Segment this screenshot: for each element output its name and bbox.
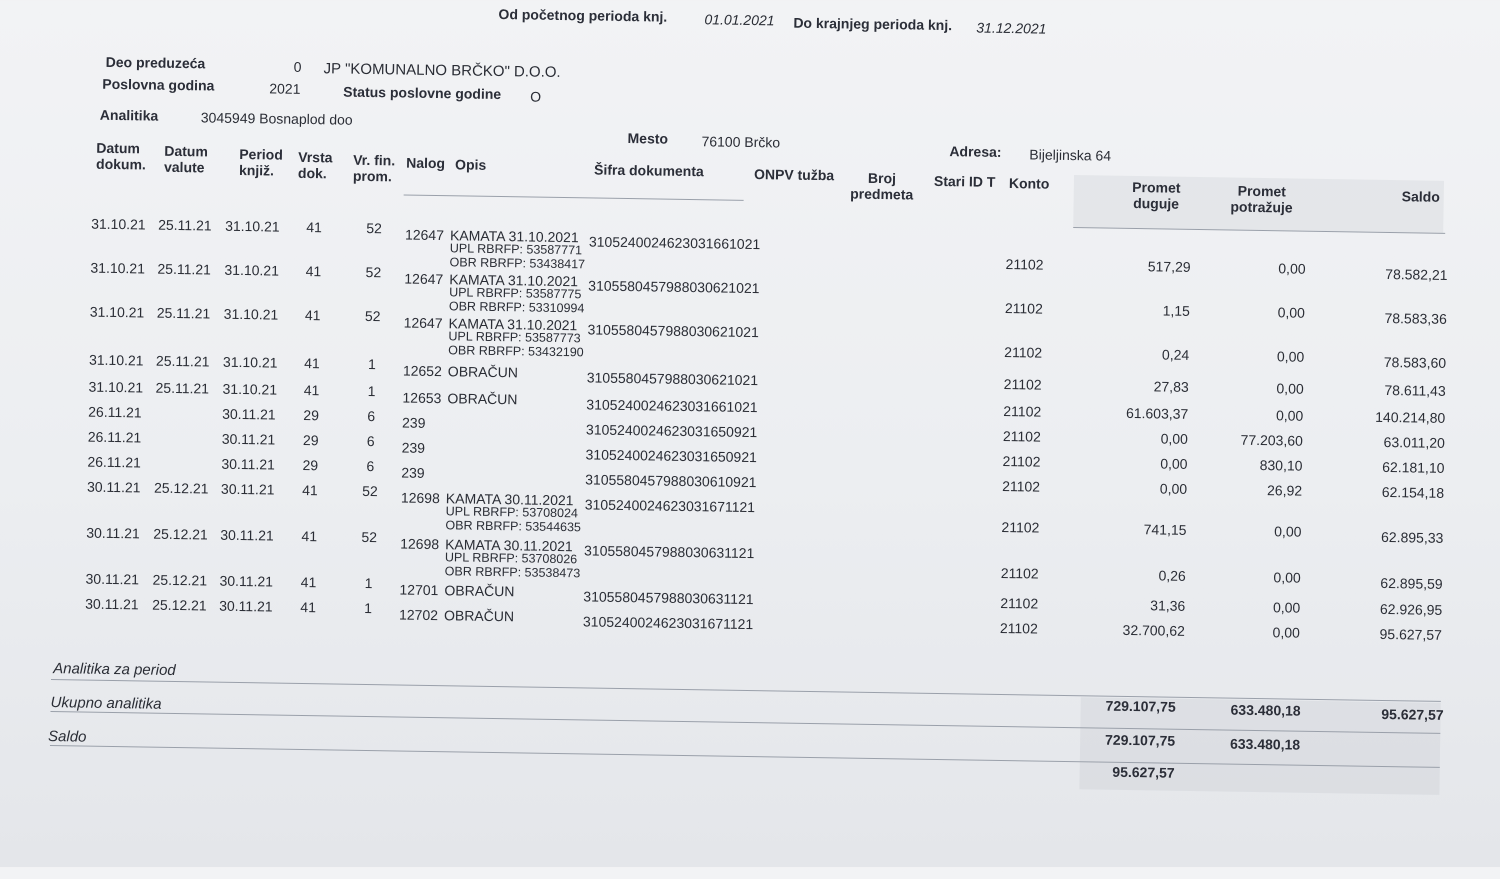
cell-vf: 52 — [362, 482, 378, 500]
col-vrsta: Vrsta dok. — [297, 148, 333, 182]
cell-konto: 21102 — [1004, 299, 1043, 317]
cell-sub2: OBR RBRFP: 53432190 — [448, 343, 584, 360]
cell-opis: OBRAČUN — [447, 363, 519, 381]
cell-sifra: 3105580457988030610921 — [585, 471, 757, 491]
cell-nalog: 12652 — [402, 362, 442, 380]
status-value: O — [530, 88, 542, 105]
company-name: JP "KOMUNALNO BRČKO" D.O.O. — [323, 60, 561, 81]
ukupno-dug: 729.107,75 — [1104, 731, 1176, 749]
cell-dv: 25.11.21 — [158, 216, 212, 234]
mesto-label: Mesto — [627, 130, 669, 147]
cell-pot: 830,10 — [1259, 457, 1303, 474]
cell-pot: 0,00 — [1278, 260, 1306, 277]
cell-pot: 0,00 — [1272, 624, 1301, 641]
cell-vd: 41 — [303, 381, 320, 399]
cell-pot: 0,00 — [1273, 569, 1301, 586]
cell-pk: 30.11.21 — [220, 480, 275, 498]
cell-opis: OBRAČUN — [447, 390, 518, 408]
cell-nalog: 12698 — [400, 489, 440, 507]
adresa-value: Bijeljinska 64 — [1029, 146, 1112, 164]
period-total-dug: 729.107,75 — [1105, 697, 1176, 715]
cell-sub1: UPL RBRFP: 53587771 — [449, 241, 583, 258]
cell-pk: 31.10.21 — [222, 380, 278, 398]
col-duguje: Promet duguje — [1132, 178, 1181, 212]
cell-vf: 1 — [364, 574, 373, 592]
cell-dd: 30.11.21 — [86, 478, 141, 496]
cell-saldo: 140.214,80 — [1375, 408, 1446, 426]
cell-sub1: UPL RBRFP: 53587773 — [448, 329, 581, 346]
cell-saldo: 62.895,59 — [1380, 574, 1443, 592]
cell-nalog: 12647 — [404, 226, 445, 244]
cell-konto: 21102 — [1004, 343, 1043, 361]
cell-dd: 31.10.21 — [89, 303, 145, 321]
cell-sifra: 3105240024623031661021 — [586, 396, 758, 416]
cell-dv: 25.12.21 — [152, 571, 208, 589]
period-to-value: 31.12.2021 — [976, 19, 1047, 37]
cell-dd: 31.10.21 — [91, 215, 146, 233]
cell-opis: OBRAČUN — [444, 582, 515, 600]
cell-opis: KAMATA 30.11.2021 — [445, 490, 574, 509]
cell-sub1: UPL RBRFP: 53708024 — [445, 504, 579, 521]
ukupno-label: Ukupno analitika — [50, 694, 162, 713]
cell-dug: 517,29 — [1147, 258, 1191, 275]
cell-dv — [155, 455, 217, 456]
cell-vf: 52 — [361, 528, 378, 546]
cell-saldo: 62.154,18 — [1381, 483, 1445, 501]
cell-vd: 41 — [305, 263, 322, 280]
saldo-label: Saldo — [47, 728, 87, 746]
saldo-value: 95.627,57 — [1112, 763, 1175, 781]
cell-dd: 26.11.21 — [88, 403, 142, 421]
cell-dug: 0,26 — [1158, 567, 1186, 584]
col-sifra: Šifra dokumenta — [593, 161, 704, 180]
header-rule-left — [404, 195, 744, 201]
ukupno-pot: 633.480,18 — [1229, 735, 1301, 753]
cell-nalog: 239 — [401, 439, 426, 456]
cell-pot: 0,00 — [1276, 380, 1304, 397]
cell-opis: KAMATA 30.11.2021 — [445, 536, 573, 555]
analitika-label: Analitika — [99, 106, 159, 124]
cell-vf: 52 — [365, 263, 382, 281]
cell-dug: 0,00 — [1159, 480, 1188, 497]
cell-sifra: 3105240024623031650921 — [585, 421, 758, 441]
cell-dd: 26.11.21 — [87, 428, 142, 446]
cell-opis: KAMATA 31.10.2021 — [449, 227, 579, 246]
cell-pot: 0,00 — [1277, 304, 1306, 321]
cell-opis: OBRAČUN — [443, 607, 515, 625]
cell-vf: 6 — [366, 457, 375, 475]
cell-opis: KAMATA 31.10.2021 — [449, 271, 579, 290]
cell-sub2: OBR RBRFP: 53310994 — [448, 299, 585, 316]
cell-pk: 31.10.21 — [225, 217, 280, 235]
cell-sifra: 3105580457988030621021 — [586, 369, 759, 389]
cell-konto: 21102 — [1003, 375, 1042, 393]
col-broj-predmeta: Broj predmeta — [850, 169, 914, 203]
cell-nalog: 12647 — [403, 314, 443, 332]
cell-saldo: 78.583,36 — [1384, 309, 1447, 327]
cell-pk: 30.11.21 — [221, 430, 276, 448]
year-label: Poslovna godina — [102, 75, 215, 94]
cell-vd: 41 — [300, 598, 317, 616]
cell-nalog: 12698 — [400, 535, 440, 553]
cell-vf: 1 — [367, 355, 377, 373]
cell-saldo: 95.627,57 — [1379, 625, 1442, 643]
cell-dd: 26.11.21 — [87, 453, 142, 471]
cell-vf: 1 — [367, 382, 376, 400]
cell-konto: 21102 — [1001, 518, 1040, 536]
cell-vd: 29 — [303, 406, 320, 424]
cell-nalog: 12701 — [399, 581, 439, 599]
period-total-saldo: 95.627,57 — [1381, 705, 1444, 723]
cell-opis — [447, 415, 587, 417]
cell-dd: 30.11.21 — [85, 595, 139, 613]
cell-dug: 0,24 — [1161, 346, 1190, 363]
cell-konto: 21102 — [1002, 477, 1041, 495]
cell-vd: 41 — [302, 481, 318, 499]
cell-pot: 0,00 — [1274, 523, 1302, 540]
cell-dug: 0,00 — [1160, 430, 1189, 447]
cell-dd: 31.10.21 — [88, 351, 144, 369]
cell-sifra: 3105580457988030621021 — [587, 321, 759, 341]
col-potrazuje: Promet potražuje — [1230, 182, 1293, 216]
cell-dv: 25.12.21 — [153, 479, 209, 497]
col-nalog: Nalog — [406, 154, 446, 172]
cell-pot: 0,00 — [1276, 348, 1305, 365]
cell-pk: 30.11.21 — [221, 455, 275, 473]
cell-saldo: 78.583,60 — [1383, 353, 1447, 371]
cell-vf: 1 — [364, 599, 373, 617]
cell-sifra: 3105240024623031671121 — [584, 496, 756, 516]
cell-pk: 31.10.21 — [222, 353, 278, 371]
cell-sifra: 3105580457988030631121 — [583, 542, 755, 562]
cell-konto: 21102 — [1005, 255, 1044, 273]
year-value: 2021 — [269, 80, 301, 97]
deo-value: 0 — [293, 58, 302, 75]
cell-vd: 41 — [306, 219, 323, 236]
col-onpv: ONPV tužba — [753, 166, 835, 184]
cell-sifra: 3105240024623031650921 — [585, 446, 757, 466]
cell-dv: 25.11.21 — [157, 260, 212, 278]
cell-konto: 21102 — [1002, 427, 1041, 445]
col-datum-valute: Datum valute — [163, 142, 208, 176]
cell-dv — [155, 405, 217, 406]
cell-konto: 21102 — [1003, 402, 1042, 420]
cell-vd: 41 — [301, 527, 318, 545]
cell-vd: 29 — [302, 456, 319, 474]
period-from-value: 01.01.2021 — [704, 11, 775, 29]
cell-nalog: 239 — [401, 414, 426, 431]
period-total-label: Analitika za period — [53, 660, 176, 680]
cell-konto: 21102 — [1000, 594, 1039, 612]
col-opis: Opis — [455, 156, 487, 173]
cell-vd: 41 — [304, 306, 321, 324]
cell-konto: 21102 — [1002, 452, 1041, 470]
cell-dv: 25.11.21 — [156, 304, 211, 322]
col-stari-id: Stari ID T — [933, 172, 996, 190]
mesto-value: 76100 Brčko — [701, 133, 781, 151]
cell-dv: 25.11.21 — [155, 352, 210, 370]
cell-pk: 31.10.21 — [224, 261, 280, 279]
cell-pot: 77.203,60 — [1240, 431, 1304, 449]
cell-dug: 31,36 — [1150, 597, 1186, 614]
cell-pk: 30.11.21 — [219, 572, 274, 590]
cell-pot: 0,00 — [1275, 407, 1304, 424]
deo-label: Deo preduzeća — [105, 53, 206, 72]
cell-pk: 31.10.21 — [223, 305, 279, 323]
cell-dd: 31.10.21 — [88, 378, 144, 396]
col-vr-fin: Vr. fin. prom. — [352, 151, 396, 185]
cell-pot: 0,00 — [1272, 599, 1301, 616]
cell-dug: 32.700,62 — [1122, 621, 1186, 639]
cell-nalog: 239 — [401, 464, 425, 481]
cell-dug: 61.603,37 — [1125, 404, 1189, 422]
cell-pk: 30.11.21 — [222, 405, 276, 423]
cell-saldo: 63.011,20 — [1383, 433, 1446, 451]
cell-dd: 30.11.21 — [85, 570, 140, 588]
cell-pk: 30.11.21 — [220, 526, 274, 544]
cell-dug: 27,83 — [1153, 378, 1189, 395]
cell-opis — [446, 465, 586, 467]
cell-sub1: UPL RBRFP: 53587775 — [449, 285, 582, 302]
cell-vf: 52 — [364, 307, 381, 325]
cell-sub1: UPL RBRFP: 53708026 — [444, 550, 578, 567]
cell-saldo: 62.895,33 — [1380, 528, 1444, 546]
cell-opis: KAMATA 31.10.2021 — [448, 315, 578, 334]
cell-sifra: 3105580457988030631121 — [583, 588, 754, 608]
cell-saldo: 62.181,10 — [1382, 458, 1445, 476]
totals-rule-1 — [51, 679, 1441, 702]
cell-sub2: OBR RBRFP: 53538473 — [444, 564, 581, 581]
cell-pot: 26,92 — [1266, 482, 1303, 499]
cell-dug: 741,15 — [1143, 521, 1187, 538]
cell-vd: 29 — [302, 431, 319, 449]
status-label: Status poslovne godine — [343, 83, 502, 103]
analitika-value: 3045949 Bosnaplod doo — [200, 109, 353, 128]
cell-vd: 41 — [304, 354, 320, 372]
cell-sifra: 3105240024623031671121 — [582, 613, 754, 633]
cell-dd: 31.10.21 — [90, 259, 146, 277]
cell-dv: 25.12.21 — [153, 525, 208, 543]
cell-dug: 0,00 — [1160, 455, 1188, 472]
cell-vd: 41 — [300, 573, 317, 591]
cell-sifra: 3105240024623031661021 — [588, 233, 761, 253]
cell-opis — [447, 440, 587, 442]
adresa-label: Adresa: — [949, 143, 1002, 160]
cell-pk: 30.11.21 — [219, 597, 273, 615]
cell-vf: 6 — [366, 432, 375, 450]
period-from-label: Od početnog perioda knj. — [498, 5, 668, 25]
cell-sifra: 3105580457988030621021 — [588, 277, 760, 297]
cell-nalog: 12647 — [404, 270, 444, 288]
cell-saldo: 62.926,95 — [1379, 600, 1443, 618]
cell-nalog: 12702 — [398, 606, 439, 624]
period-total-pot: 633.480,18 — [1230, 701, 1301, 719]
col-konto: Konto — [1008, 175, 1050, 192]
cell-sub2: OBR RBRFP: 53438417 — [449, 255, 586, 272]
cell-nalog: 12653 — [402, 389, 442, 407]
cell-dug: 1,15 — [1162, 302, 1191, 319]
cell-dv: 25.11.21 — [155, 379, 210, 397]
cell-dv — [155, 430, 217, 431]
col-period: Period knjiž. — [238, 145, 283, 179]
period-to-label: Do krajnjeg perioda knj. — [793, 14, 953, 34]
cell-dd: 30.11.21 — [86, 524, 140, 542]
cell-saldo: 78.582,21 — [1385, 265, 1448, 283]
cell-vf: 6 — [367, 407, 376, 425]
cell-saldo: 78.611,43 — [1384, 381, 1446, 399]
cell-dv: 25.12.21 — [152, 596, 207, 614]
cell-sub2: OBR RBRFP: 53544635 — [445, 518, 582, 535]
cell-vf: 52 — [366, 219, 383, 237]
col-datum-dokum: Datum dokum. — [95, 139, 147, 173]
cell-konto: 21102 — [1000, 564, 1039, 582]
col-saldo: Saldo — [1401, 188, 1440, 205]
cell-konto: 21102 — [999, 619, 1038, 637]
